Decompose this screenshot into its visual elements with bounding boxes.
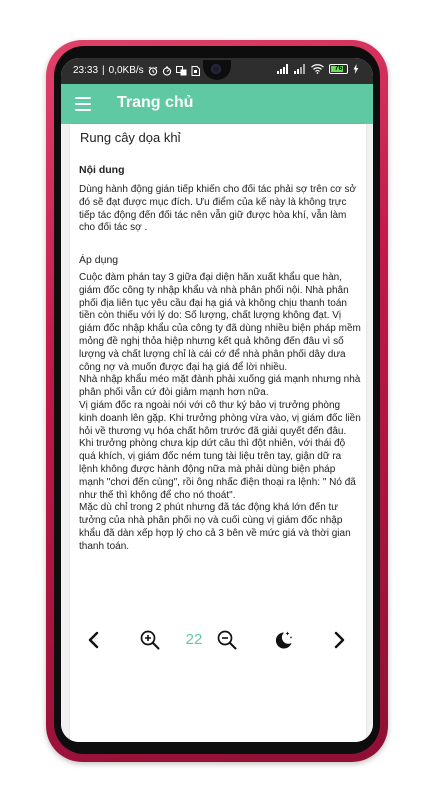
application-text — [79, 272, 361, 554]
document-title: Rung cây dọa khỉ — [80, 130, 181, 145]
status-time: 23:33 — [73, 65, 99, 76]
status-right — [277, 64, 359, 74]
status-network-speed: 0,0KB/s — [108, 65, 144, 76]
battery-level: 76 — [334, 65, 343, 72]
timer-icon — [162, 66, 172, 76]
next-button[interactable] — [325, 626, 353, 654]
translate-icon — [176, 66, 187, 76]
application-paragraph: Mặc dù chỉ trong 2 phút nhưng đã tác động khá lớn đến tư tưởng của nhà phân phối nọ và cuối cùng vị giám đốc nhập khẩu đã dàn xếp hợp lý cho cả 3 bên về mức giá và thời gian thanh toán. — [79, 502, 351, 552]
front-camera — [211, 64, 221, 74]
sim-icon — [191, 66, 200, 76]
hamburger-menu-icon[interactable] — [75, 97, 91, 111]
page-number: 22 — [185, 631, 203, 648]
next-icon — [331, 631, 347, 649]
zoom-in-button[interactable] — [136, 626, 164, 654]
charging-icon — [353, 64, 359, 74]
wifi-icon — [311, 64, 324, 74]
application-paragraph: Cuộc đàm phán tay 3 giữa đại diện hãn xuất khẩu que hàn, giám đốc công ty nhập khẩu và nhà phân phối nội. Nhà phân phối địa liên tục yêu cầu đại hạ giá và không chịu thanh toán tiền còn thiếu với lý do: Số lượng, chất lượng không đạt. Vị giám đốc nhập khẩu của công ty đã dùng nhiều biện pháp mềm mỏng đề nghị thỏa hiệp nhưng kết quả không đến đâu vì số lượng và chất lượng chỉ là cái cớ để nhà phân phối dây dưa công nợ và muốn được đại hạ giá để lời nhiều. — [79, 272, 361, 373]
app-bar — [61, 84, 373, 124]
reader-toolbar — [70, 622, 366, 658]
document-page[interactable] — [70, 124, 366, 742]
alarm-icon — [148, 66, 158, 76]
content-text: Dùng hành động gián tiếp khiến cho đối tác phải sợ trên cơ sở đó sẽ đạt được mục đích. Ưu điểm của kế này là không trực tiếp tác động đến đối tác nên vẫn giữ được hòa khí, vẫn làm cho đối tác sợ . — [79, 184, 357, 234]
app-title: Trang chủ — [117, 94, 194, 111]
content-area — [61, 124, 373, 742]
signal-icon — [277, 64, 289, 74]
application-paragraph: Vị giám đốc ra ngoài nói với cô thư ký bảo vị trưởng phòng kinh doanh lên gặp. Khi trưởng phòng vừa vào, vị giám đốc liền hỏi về thương vụ hóa chất hôm trước đã giải quyết đến đâu. Khi trưởng phòng chưa kịp dứt câu thì đột nhiên, với thái độ quá khích, vị giám đốc ném tung tài liệu trên tay, giận dữ ra lệnh không được hành động nữa mà phải dùng biện pháp mạnh "chơi đến cùng", rồi ông nhấc điện thoại ra lệnh: " Nó đã như thế thì không để cho nó thoát". — [79, 399, 361, 501]
previous-button[interactable] — [80, 626, 108, 654]
status-bar — [61, 58, 373, 84]
night-mode-button[interactable] — [269, 626, 297, 654]
content-heading: Nội dung — [79, 164, 125, 176]
signal-icon — [294, 64, 306, 74]
screen — [61, 58, 373, 742]
previous-icon — [86, 631, 102, 649]
status-left — [73, 65, 200, 76]
status-separator: | — [102, 65, 105, 76]
night-mode-icon — [272, 629, 294, 651]
battery-icon — [329, 64, 348, 74]
zoom-out-icon — [216, 629, 238, 651]
zoom-out-button[interactable] — [213, 626, 241, 654]
zoom-in-icon — [139, 629, 161, 651]
application-heading: Áp dụng — [79, 254, 119, 266]
application-paragraph: Nhà nhập khẩu méo mặt đành phải xuống giá mạnh nhưng nhà phân phối vẫn cứ đòi giảm mạnh hơn nữa. — [79, 374, 361, 399]
